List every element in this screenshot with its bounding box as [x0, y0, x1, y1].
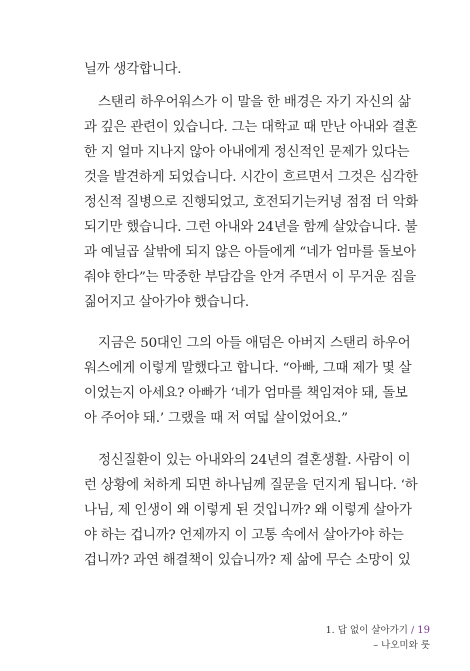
- text-line: 겁니까? 과연 해결책이 있습니까? 제 삶에 무슨 소망이 있: [84, 553, 411, 568]
- text-line: 스탠리 하우어워스가 이 말을 한 배경은 자기 자신의 삶: [98, 95, 411, 110]
- text-line: 정신질환이 있는 아내와의 24년의 결혼생활. 사람이 이: [98, 453, 411, 468]
- text-line: 한 지 얼마 지나지 않아 아내에게 정신적인 문제가 있다는: [84, 145, 410, 160]
- text-line: 과 예닐곱 살밖에 되지 않은 아들에게 “네가 엄마를 돌보아: [84, 245, 417, 260]
- chapter-title: 1. 답 없이 살아가기: [325, 625, 408, 636]
- text-line: 지금은 50대인 그의 아들 애덤은 아버지 스탠리 하우어: [98, 336, 411, 351]
- chapter-subtitle: – 나오미와 룻: [373, 640, 430, 651]
- text-line: 아 주어야 돼.’ 그랬을 때 저 여덟 살이었어요.”: [84, 411, 348, 426]
- text-line: 정신적 질병으로 진행되었고, 호전되기는커녕 점점 더 악화: [84, 195, 419, 210]
- text-line: 되기만 했습니다. 그런 아내와 24년을 함께 살았습니다. 불: [84, 220, 418, 235]
- running-footer: [326, 622, 430, 636]
- text-line: 과 깊은 관련이 있습니다. 그는 대학교 때 만난 아내와 결혼: [84, 120, 418, 135]
- text-line: 워스에게 이렇게 말했다고 합니다. “아빠, 그때 제가 몇 살: [84, 361, 412, 376]
- footer-separator: /: [411, 625, 415, 636]
- text-line: 나님, 제 인생이 왜 이렇게 된 것입니까? 왜 이렇게 살아가: [84, 503, 412, 518]
- text-line: 닐까 생각합니다.: [84, 62, 182, 77]
- text-line: 짊어지고 살아가야 했습니다.: [84, 295, 249, 310]
- page-number: 19: [417, 625, 430, 636]
- text-line: 야 하는 겁니까? 언제까지 이 고통 속에서 살아가야 하는: [84, 528, 404, 543]
- text-line: 것을 발견하게 되었습니다. 시간이 흐르면서 그것은 심각한: [84, 170, 419, 185]
- text-line: 줘야 한다”는 막중한 부담감을 안겨 주면서 이 무거운 짐을: [84, 270, 417, 285]
- text-line: 런 상황에 처하게 되면 하나님께 질문을 던지게 됩니다. ‘하: [84, 478, 418, 493]
- text-line: 이었는지 아세요? 아빠가 ‘네가 엄마를 책임져야 돼, 돌보: [84, 386, 408, 401]
